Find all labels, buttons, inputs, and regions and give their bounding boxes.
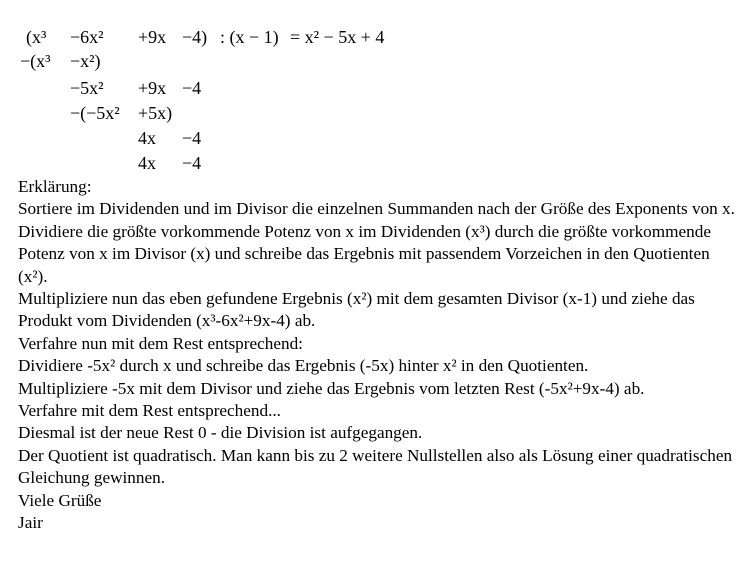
dividend-term-const: −4) (182, 27, 208, 47)
signature-name: Jair (18, 513, 43, 533)
polynomial-division-scheme (0, 0, 743, 180)
subtrahend-1-term-x2: −x²) (70, 51, 101, 71)
explanation-remainder-zero: Diesmal ist der neue Rest 0 - die Division ist aufgegangen. (18, 423, 423, 443)
remainder-1-term-x2: −5x² (70, 78, 104, 98)
dividend-term-x: +9x (138, 27, 167, 47)
subtrahend-2-term-x: +5x) (138, 103, 173, 123)
subtrahend-2-term-x2: −(−5x² (70, 103, 120, 123)
subtrahend-3-term-const: −4 (182, 153, 202, 173)
subtrahend-1-term-x3: −(x³ (20, 51, 51, 71)
explanation-text (18, 176, 738, 535)
dividend-term-x2: −6x² (70, 27, 104, 47)
explanation-step-multiply-2: Multipliziere -5x mit dem Divisor und ziehe das Ergebnis vom letzten Rest (-5x²+9x-4) ab. (18, 378, 645, 398)
explanation-step-multiply: Multipliziere nun das eben gefundene Ergebnis (x²) mit dem gesamten Divisor (x-1) und ziehe das Produkt vom Dividenden (x³-6x²+9x-4) ab. (18, 289, 695, 331)
remainder-2-term-x: 4x (138, 128, 156, 148)
divisor: : (x − 1) (220, 27, 279, 47)
quotient: = x² − 5x + 4 (290, 27, 385, 47)
explanation-conclusion: Der Quotient ist quadratisch. Man kann bis zu 2 weitere Nullstellen also als Lösung einer quadratischen Gleichung gewinnen. (18, 445, 733, 488)
subtrahend-3-term-x: 4x (138, 153, 156, 173)
explanation-step-sort: Sortiere im Dividenden und im Divisor die einzelnen Summanden nach der Größe des Exponents von x. (18, 199, 735, 219)
explanation-step-divide: Dividiere die größte vorkommende Potenz von x im Dividenden (x³) durch die größte vorkommende Potenz von x im Divisor (x) und schreibe das Ergebnis mit passendem Vorzeichen in den Quotienten (x²). (18, 221, 711, 286)
explanation-heading: Erklärung: (18, 177, 92, 196)
remainder-1-term-x: +9x (138, 78, 167, 98)
explanation-step-continue-2: Verfahre mit dem Rest entsprechend... (18, 401, 281, 421)
explanation-step-continue: Verfahre nun mit dem Rest entsprechend: (18, 333, 303, 353)
remainder-1-term-const: −4 (182, 78, 202, 98)
explanation-step-divide-2: Dividiere -5x² durch x und schreibe das Ergebnis (-5x) hinter x² in den Quotienten. (18, 356, 589, 376)
greeting: Viele Grüße (18, 490, 102, 510)
dividend-term-x3: (x³ (26, 27, 47, 47)
remainder-2-term-const: −4 (182, 128, 202, 148)
